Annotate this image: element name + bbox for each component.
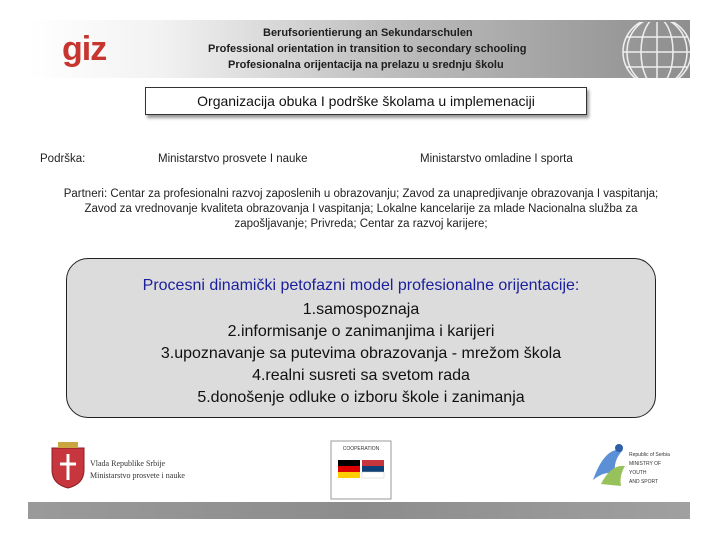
partners-label: Partneri: — [63, 188, 108, 200]
youth-sport-ministry-logo — [585, 440, 690, 492]
model-step: 5.donošenje odluke o izboru škole i zanimanja — [197, 389, 525, 406]
model-steps-list — [67, 299, 655, 409]
partners-paragraph — [56, 187, 666, 232]
support-ministry-education: Ministarstvo prosvete I nauke — [158, 153, 308, 165]
serbia-ministry-logo — [48, 440, 213, 490]
german-flag-icon — [338, 460, 360, 478]
globe-icon — [612, 22, 690, 78]
partners-text: Centar za profesionalni razvoj zaposlenih u obrazovanju; Zavod za unapredjivanje obrazovanja I vaspitanja; Zavod za vrednovanje kvaliteta obrazovanja I vaspitanja; Lokalne kancelarije za mlade Nacionalna služba za zapošljavanje; Privreda; Centar za razvoj karijere; — [84, 188, 659, 230]
support-label: Podrška: — [40, 153, 86, 165]
support-ministry-youth: Ministarstvo omladine I sporta — [420, 153, 573, 165]
header-line-english: Professional orientation in transition to secondary schooling — [208, 43, 527, 55]
page-title: Organizacija obuka I podrške školama u implemenaciji — [145, 87, 587, 115]
model-step: 2.informisanje o zanimanjima i karijeri — [227, 323, 495, 340]
giz-logo: giz — [62, 30, 107, 68]
footer-bar — [28, 502, 690, 519]
youth-line-3: YOUTH — [629, 470, 647, 476]
serbia-ministry-line: Ministarstvo prosvete i nauke — [90, 471, 185, 480]
header-line-german: Berufsorientierung an Sekundarschulen — [263, 27, 473, 39]
header-line-serbian: Profesionalna orijentacija na prelazu u srednju školu — [228, 59, 504, 71]
youth-line-4: AND SPORT — [629, 479, 659, 485]
sport-figure-icon — [593, 444, 625, 486]
model-step: 3.upoznavanje sa putevima obrazovanja - mrežom škola — [160, 345, 562, 362]
model-box — [66, 258, 656, 418]
model-title: Procesni dinamički petofazni model profesionalne orijentacije: — [142, 277, 580, 294]
youth-line-2: MINISTRY OF — [629, 461, 662, 467]
cooperation-logo — [330, 440, 392, 500]
serbia-gov-line: Vlada Republike Srbije — [90, 459, 166, 468]
youth-line-1: Republic of Serbia — [629, 452, 670, 458]
cooperation-text: COOPERATION — [342, 446, 380, 452]
model-step: 1.samospoznaja — [302, 301, 420, 318]
serbian-coat-of-arms-icon — [52, 442, 84, 488]
serbian-flag-icon — [362, 460, 384, 478]
model-step: 4.realni susreti sa svetom rada — [252, 367, 470, 384]
